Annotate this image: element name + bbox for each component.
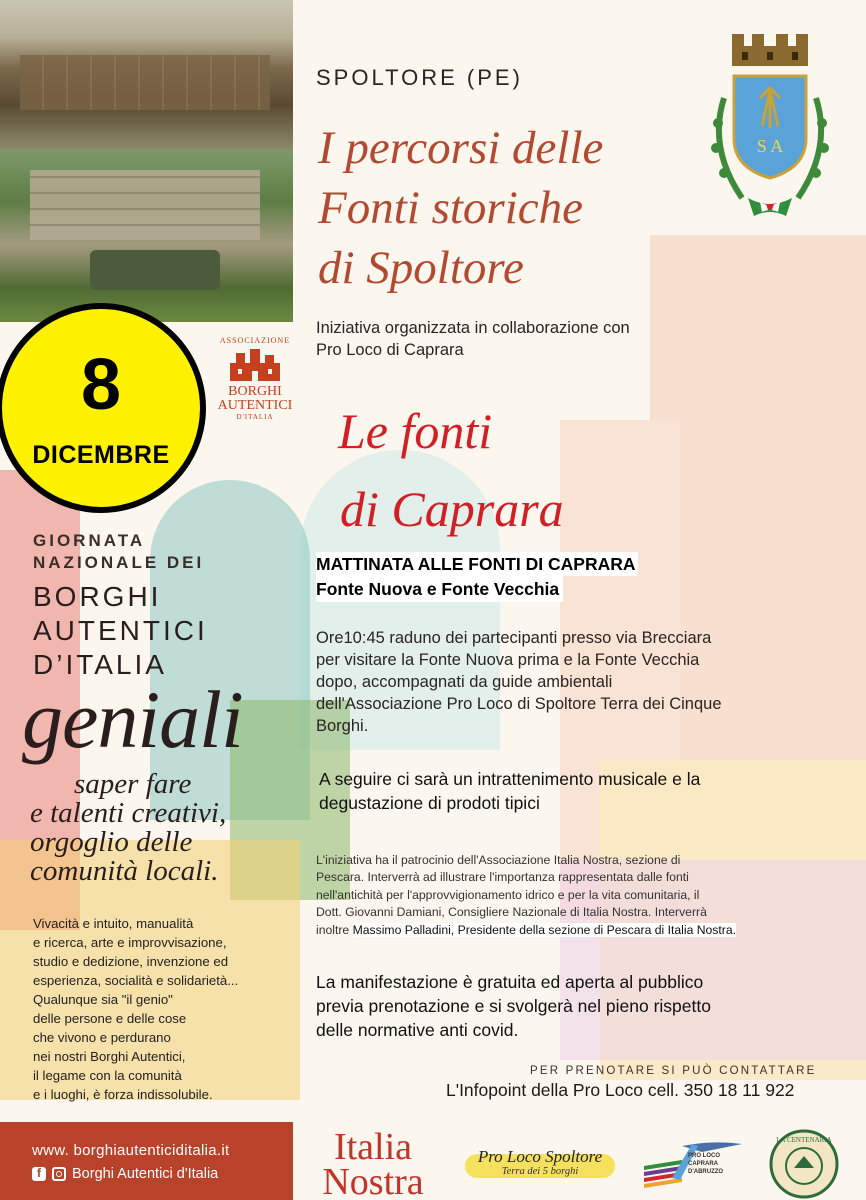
geniali-sub-line: saper fare bbox=[74, 768, 192, 800]
program-line: dell'Associazione Pro Loco di Spoltore Terra dei Cinque bbox=[316, 695, 722, 713]
logo-name-line: AUTENTICI bbox=[217, 398, 293, 413]
patronage-text bbox=[316, 852, 836, 939]
borghi-description bbox=[33, 914, 288, 1104]
sponsor-line: PRO LOCO bbox=[688, 1153, 721, 1159]
free-entry-line: previa prenotazione e si svolgerà nel pieno rispetto bbox=[316, 996, 711, 1016]
la-centenaria-logo bbox=[768, 1128, 840, 1200]
free-entry-text bbox=[316, 970, 711, 1042]
date-day: 8 bbox=[80, 345, 122, 425]
description-line: studio e dedizione, invenzione ed bbox=[33, 954, 229, 969]
footer-bar bbox=[0, 1122, 293, 1200]
title-line: di Spoltore bbox=[318, 242, 524, 294]
program-line: dopo, accompagnati da guide ambientali bbox=[316, 673, 613, 691]
patronage-line: Dott. Giovanni Damiani, Consigliere Nazionale di Italia Nostra. Interverrà bbox=[316, 905, 707, 920]
proloco-abruzzo-text bbox=[688, 1152, 723, 1176]
description-line: e i luoghi, è forza indissolubile. bbox=[33, 1087, 213, 1102]
photo-fountain-bottom bbox=[0, 150, 293, 322]
title-line: I percorsi delle bbox=[318, 122, 604, 174]
entertainment-text bbox=[319, 767, 700, 815]
description-line: Qualunque sia "il genio" bbox=[33, 992, 173, 1007]
municipal-crest-icon bbox=[702, 28, 838, 228]
program-line: Borghi. bbox=[316, 717, 369, 735]
facebook-icon[interactable] bbox=[32, 1167, 46, 1181]
entertainment-line: degustazione di prodoti tipici bbox=[319, 793, 540, 813]
proloco-spoltore-logo bbox=[455, 1148, 625, 1188]
sponsor-line: CAPRARA bbox=[688, 1161, 718, 1167]
fonti-names: Fonte Nuova e Fonte Vecchia bbox=[316, 576, 563, 602]
description-line: che vivono e perdurano bbox=[33, 1030, 171, 1045]
italia-nostra-logo bbox=[308, 1126, 438, 1200]
borghi-title-line: D’ITALIA bbox=[33, 649, 167, 680]
logo-country-text: D'ITALIA bbox=[236, 413, 274, 421]
patronage-line: Pescara. Interverrà ad illustrare l'importanza rappresentata dalle fonti bbox=[316, 870, 689, 885]
sponsor-line: D'ABRUZZO bbox=[688, 1169, 724, 1175]
description-line: nei nostri Borghi Autentici, bbox=[33, 1049, 186, 1064]
photo-fountain-top bbox=[0, 0, 293, 150]
geniali-subheading bbox=[30, 770, 290, 886]
geniali-sub-line: comunità locali. bbox=[30, 855, 219, 887]
event-heading-text: MATTINATA ALLE FONTI DI CAPRARA bbox=[316, 554, 636, 574]
description-line: delle persone e delle cose bbox=[33, 1011, 187, 1026]
giornata-heading bbox=[33, 530, 204, 574]
date-badge bbox=[0, 303, 206, 513]
entertainment-line: A seguire ci sarà un intrattenimento musicale e la bbox=[319, 769, 701, 789]
borghi-autentici-logo bbox=[212, 336, 298, 421]
description-line: esperienza, socialità e solidarietà... bbox=[33, 973, 239, 988]
description-line: il legame con la comunità bbox=[33, 1068, 182, 1083]
program-line: Ore10:45 raduno dei partecipanti presso via Brecciara bbox=[316, 629, 712, 647]
logo-association-text: ASSOCIAZIONE bbox=[219, 336, 291, 345]
free-entry-line: La manifestazione è gratuita ed aperta al pubblico bbox=[316, 972, 704, 992]
social-label: Borghi Autentici d'Italia bbox=[72, 1166, 219, 1182]
centenaria-text: LA CENTENARIA bbox=[776, 1136, 832, 1144]
giornata-line: NAZIONALE DEI bbox=[33, 553, 205, 572]
sponsor-line: Italia bbox=[333, 1126, 413, 1168]
patronage-highlight: Massimo Palladini, Presidente della sezione di Pescara di Italia Nostra. bbox=[352, 922, 737, 937]
free-entry-line: delle normative anti covid. bbox=[316, 1020, 519, 1040]
description-line: e ricerca, arte e improvvisazione, bbox=[33, 935, 227, 950]
event-subtitle bbox=[338, 392, 564, 548]
booking-label: PER PRENOTARE SI PUÒ CONTATTARE bbox=[530, 1065, 817, 1077]
collab-line: Iniziativa organizzata in collaborazione con bbox=[316, 319, 630, 337]
collab-line: Pro Loco di Caprara bbox=[316, 341, 464, 359]
sponsor-line: Nostra bbox=[322, 1161, 424, 1200]
booking-contact[interactable]: L'Infopoint della Pro Loco cell. 350 18 11 922 bbox=[446, 1080, 795, 1100]
social-link[interactable] bbox=[32, 1166, 218, 1182]
borghi-title-line: AUTENTICI bbox=[33, 615, 208, 646]
event-heading bbox=[316, 552, 638, 576]
program-line: per visitare la Fonte Nuova prima e la Fonte Vecchia bbox=[316, 651, 700, 669]
sponsor-tagline: Terra dei 5 borghi bbox=[501, 1166, 579, 1177]
geniali-sub-line: orgoglio delle bbox=[30, 826, 193, 858]
description-line: Vivacità e intuito, manualità bbox=[33, 916, 194, 931]
subtitle-line: di Caprara bbox=[340, 481, 564, 537]
castle-icon bbox=[228, 349, 282, 383]
borghi-title bbox=[33, 580, 208, 682]
event-program bbox=[316, 627, 836, 737]
date-month: DICEMBRE bbox=[32, 441, 170, 469]
giornata-line: GIORNATA bbox=[33, 531, 146, 550]
crest-letters: S A bbox=[756, 136, 784, 156]
sponsor-name: Pro Loco Spoltore bbox=[477, 1147, 603, 1166]
geniali-sub-line: e talenti creativi, bbox=[30, 797, 227, 829]
patronage-line bbox=[316, 922, 836, 939]
patronage-line: nell'antichità per l'approvvigionamento idrico e per la vita comunitaria, il bbox=[316, 887, 700, 902]
city-heading: SPOLTORE (PE) bbox=[316, 65, 523, 90]
subtitle-line: Le fonti bbox=[338, 403, 493, 459]
instagram-icon[interactable] bbox=[52, 1167, 66, 1181]
proloco-abruzzo-logo bbox=[642, 1138, 746, 1194]
geniali-heading: geniali bbox=[22, 674, 243, 765]
patronage-prefix: inoltre bbox=[316, 922, 353, 937]
patronage-line: L'iniziativa ha il patrocinio dell'Associazione Italia Nostra, sezione di bbox=[316, 853, 681, 867]
collaboration-text bbox=[316, 317, 630, 361]
borghi-title-line: BORGHI bbox=[33, 581, 162, 612]
title-line: Fonti storiche bbox=[318, 182, 583, 234]
logo-name-line: BORGHI bbox=[228, 384, 282, 399]
website-link[interactable]: www. borghiautenticiditalia.it bbox=[32, 1142, 230, 1159]
page-title bbox=[318, 118, 708, 298]
